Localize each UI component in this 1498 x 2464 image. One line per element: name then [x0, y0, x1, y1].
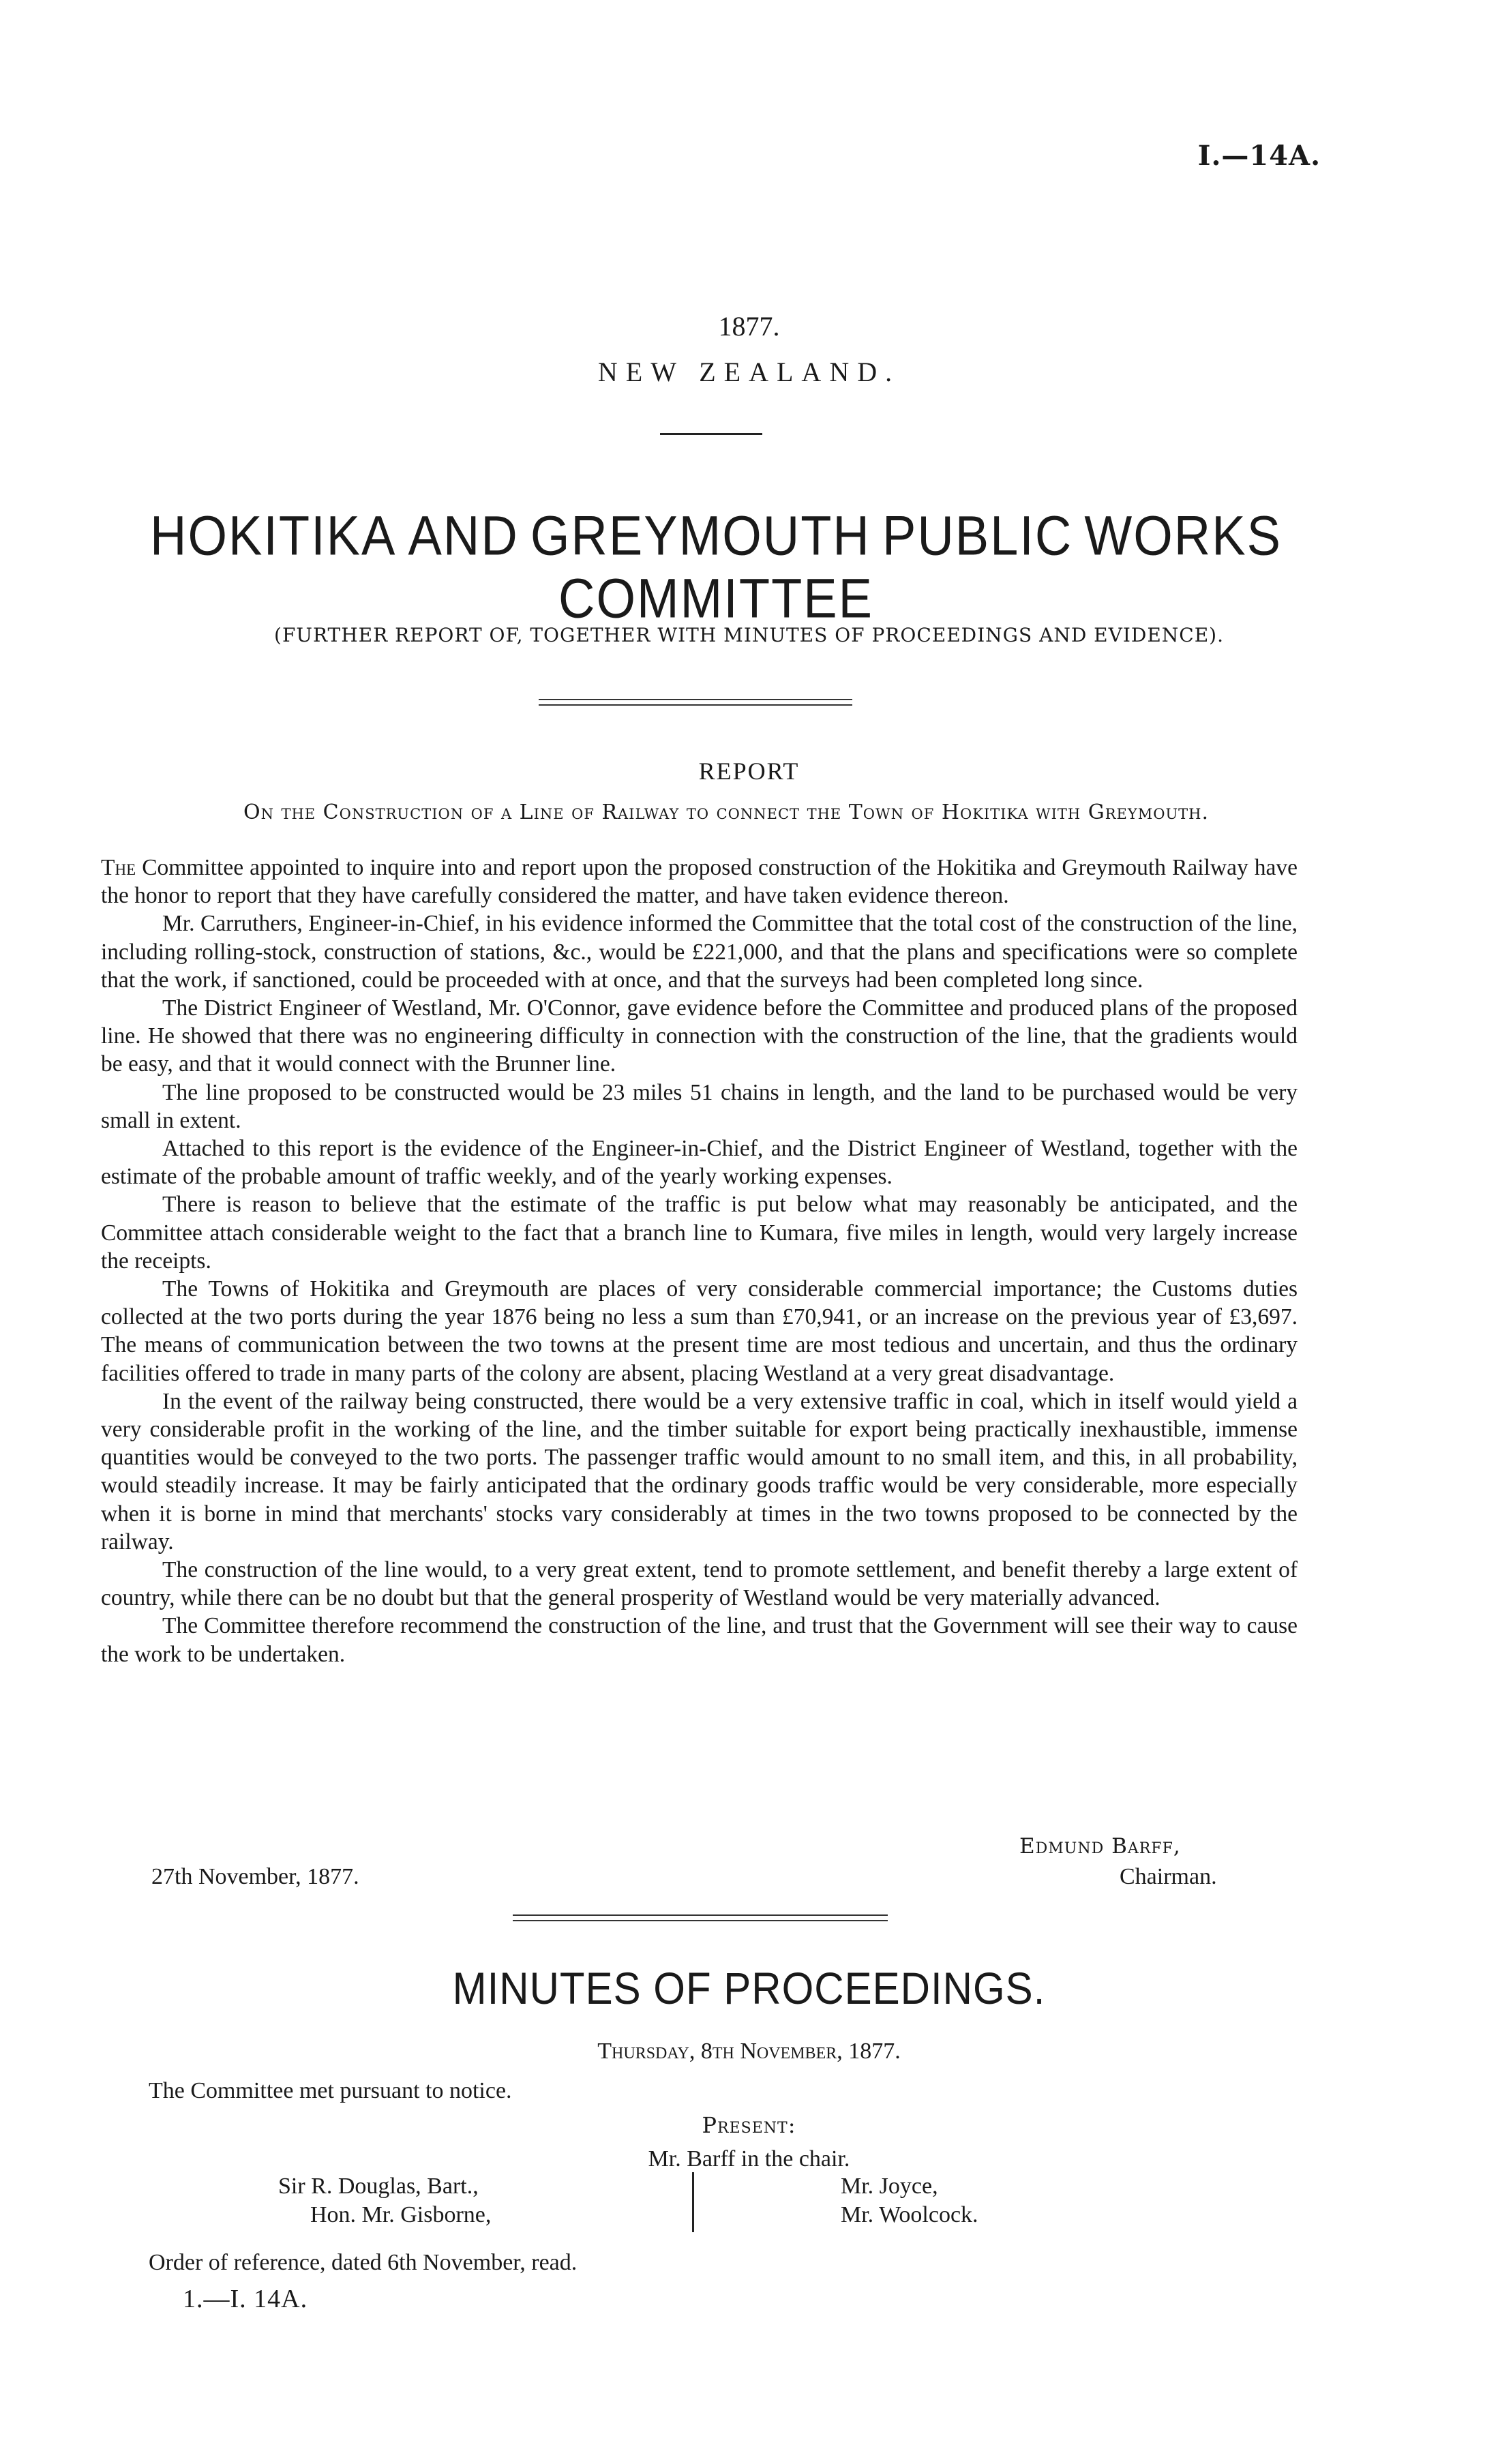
report-subheading: On the Construction of a Line of Railway to connect the Town of Hokitika with Greymouth. — [243, 800, 1209, 824]
title-word: PUBLIC — [882, 504, 1073, 567]
report-paragraph: The District Engineer of Westland, Mr. O'Connor, gave evidence before the Committee and produced plans of the proposed line. He showed that there was no engineering difficulty in connection with the construction of the line, that the gradients would be easy, and that it would connect with the Brunner line. — [101, 995, 1298, 1077]
report-paragraph: The Committee therefore recommend the construction of the line, and trust that the Government will see their way to cause the work to be undertaken. — [101, 1613, 1298, 1667]
chair-statement: Mr. Barff in the chair. — [648, 2146, 850, 2172]
report-paragraph: The Committee appointed to inquire into and report upon the proposed construction of the Hokitika and Greymouth Railway have the honor to report that they have carefully considered the matter, and have taken evidence thereon. — [101, 855, 1298, 909]
report-paragraph: There is reason to believe that the estimate of the traffic is put below what may reasonably be anticipated, and the Committee attach considerable weight to the fact that a branch line to Kumara, five miles in length, would very largely increase the receipts. — [101, 1192, 1298, 1274]
country-heading: NEW ZEALAND. — [597, 357, 901, 387]
member-brace — [692, 2172, 694, 2232]
order-of-reference: Order of reference, dated 6th November, read. — [149, 2250, 578, 2275]
title-line-1 — [150, 505, 1282, 567]
report-body — [101, 854, 1298, 1668]
subtitle: (FURTHER REPORT OF, TOGETHER WITH MINUTES OF PROCEEDINGS AND EVIDENCE). — [274, 624, 1224, 646]
main-title — [136, 505, 1295, 631]
report-paragraph: Attached to this report is the evidence of the Engineer-in-Chief, and the District Engineer of Westland, together with the estimate of the probable amount of traffic weekly, and of the yearly working expenses. — [101, 1136, 1298, 1190]
report-paragraph: The construction of the line would, to a very great extent, tend to promote settlement, and benefit thereby a large extent of country, while there can be no doubt but that the general prosperity of Westland would be very materially advanced. — [101, 1557, 1298, 1611]
divider-rule — [660, 433, 762, 435]
member-left: Hon. Mr. Gisborne, — [310, 2202, 492, 2227]
title-word: GREYMOUTH — [530, 504, 871, 567]
member-right: Mr. Woolcock. — [841, 2202, 978, 2227]
lead-word: The — [101, 855, 136, 880]
double-divider-rule — [539, 699, 852, 706]
present-label: Present: — [702, 2112, 796, 2138]
member-right: Mr. Joyce, — [841, 2174, 938, 2199]
document-reference: I.—14A. — [1197, 140, 1321, 172]
minutes-title: MINUTES OF PROCEEDINGS. — [452, 1963, 1046, 2014]
report-paragraph: The line proposed to be constructed would be 23 miles 51 chains in length, and the land to be purchased would be very small in extent. — [101, 1079, 1298, 1133]
double-divider-rule — [513, 1914, 888, 1921]
member-left: Sir R. Douglas, Bart., — [278, 2174, 479, 2199]
title-line-2: COMMITTEE — [558, 567, 873, 630]
meeting-date: Thursday, 8th November, 1877. — [597, 2039, 901, 2064]
signer-name: Edmund Barff, — [1019, 1834, 1181, 1859]
year-heading: 1877. — [718, 311, 780, 342]
title-word: WORKS — [1084, 504, 1282, 567]
sheet-reference: 1.—I. 14A. — [183, 2285, 308, 2313]
signer-role: Chairman. — [1120, 1864, 1217, 1889]
report-paragraph: Mr. Carruthers, Engineer-in-Chief, in his evidence informed the Committee that the total cost of the construction of the line, including rolling-stock, construction of stations, &c., would be £221,000, and that the plans and specifications were so complete that the work, if sanctioned, could be proceeded with at once, and that the surveys had been completed long since. — [101, 911, 1298, 993]
report-paragraph: In the event of the railway being constructed, there would be a very extensive traffic in coal, which in itself would yield a very considerable profit in the working of the line, and the timber suitable for export being practically inexhaustible, immense quantities would be conveyed to the two ports. The passenger traffic would amount to no small item, and this, in all probability, would steadily increase. It may be fairly anticipated that the ordinary goods traffic would be very considerable, more especially when it is borne in mind that merchants' stocks vary considerably at times in the two towns proposed to be connected by the railway. — [101, 1388, 1298, 1554]
title-word: AND — [408, 504, 519, 567]
report-heading: REPORT — [698, 757, 800, 785]
report-date: 27th November, 1877. — [151, 1864, 359, 1889]
report-paragraph: The Towns of Hokitika and Greymouth are places of very considerable commercial importance; the Customs duties collected at the two ports during the year 1876 being no less a sum than £70,941, or an increase on the previous year of £3,697. The means of communication between the two towns at the present time are most tedious and uncertain, and thus the ordinary facilities offered to trade in many parts of the colony are absent, placing Westland at a very great disadvantage. — [101, 1276, 1298, 1386]
met-statement: The Committee met pursuant to notice. — [149, 2078, 512, 2103]
title-word: HOKITIKA — [150, 504, 397, 567]
